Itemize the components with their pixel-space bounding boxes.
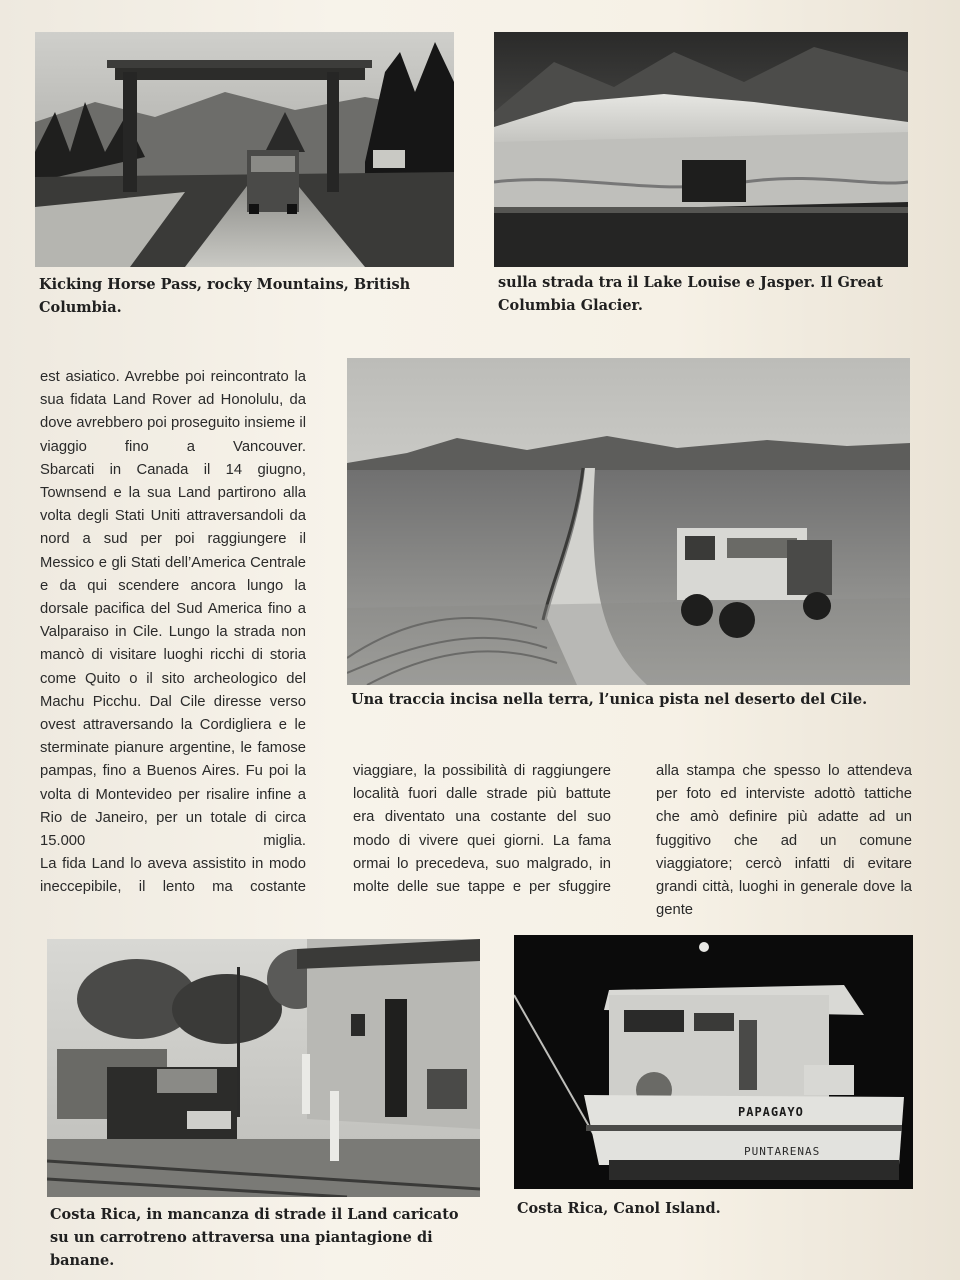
paragraph-viaggiare: viaggiare, la possibilità di raggiungere località fuori dalle strade più battute era diventato una costante del suo modo di vivere quei giorni. La fama ormai lo precedeva, suo malgrado, in molte delle sue tappe e per sfuggire bbox=[353, 763, 611, 896]
caption-chile-desert: Una traccia incisa nella terra, l’unica pista nel deserto del Cile. bbox=[351, 691, 868, 708]
caption-kicking-horse-pass: Kicking Horse Pass, rocky Mountains, British Columbia. bbox=[39, 276, 411, 316]
paragraph-stampa: alla stampa che spesso lo attendeva per foto ed interviste adottò tattiche che amò definire più adatte ad un fuggitivo che ad un comune viaggiatore; cercò infatti di evitare grandi città, luoghi in generale dove la gente bbox=[656, 763, 912, 919]
kicking-horse-pass-image bbox=[35, 32, 454, 267]
photo-canol-island bbox=[514, 935, 913, 1189]
caption-costa-rica-train: Costa Rica, in mancanza di strade il Land caricato su un carrotreno attraversa una piantagione di banane. bbox=[50, 1206, 459, 1269]
photo-columbia-glacier bbox=[494, 32, 908, 267]
chile-desert-image bbox=[347, 358, 910, 685]
photo-kicking-horse-pass bbox=[35, 32, 454, 267]
caption-columbia-glacier: sulla strada tra il Lake Louise e Jasper. Il Great Columbia Glacier. bbox=[498, 274, 883, 314]
text-column-left bbox=[40, 366, 306, 900]
canol-island-image bbox=[514, 935, 913, 1189]
boat-port-label: PUNTARENAS bbox=[744, 1145, 821, 1158]
costa-rica-train-image bbox=[47, 939, 480, 1197]
text-column-right bbox=[656, 760, 912, 922]
text-column-middle bbox=[353, 760, 611, 899]
boat-name-label: PAPAGAYO bbox=[738, 1105, 804, 1119]
paragraph-honolulu: est asiatico. Avrebbe poi reincontrato la sua fidata Land Rover ad Honolulu, da dove avrebbero poi proseguito insieme il viaggio fino a Vancouver. bbox=[40, 369, 306, 455]
caption-canol-island: Costa Rica, Canol Island. bbox=[517, 1200, 721, 1217]
paragraph-route: Sbarcati in Canada il 14 giugno, Townsend e la sua Land partirono alla volta degli Stati Uniti attraversandoli da nord a sud per poi raggiungere il Messico e gli Stati dell’America Centrale e da qui scendere ancora lungo la dorsale pacifica del Sud America fino a Valparaiso in Cile. Lungo la strada non mancò di visitare luoghi ricchi di storia come Quito o il sito archeologico del Machu Picchu. Dal Cile diresse verso ovest attraversando la Cordigliera e le sterminate pianure argentine, le famose pampas, fino a Buenos Aires. Fu poi la volta di Montevideo per risalire infine a Rio de Janeiro, per un totale di circa 15.000 miglia. bbox=[40, 461, 306, 850]
paragraph-fida-land: La fida Land lo aveva assistito in modo ineccepibile, il lento ma costante bbox=[40, 856, 306, 896]
photo-costa-rica-train bbox=[47, 939, 480, 1197]
columbia-glacier-image bbox=[494, 32, 908, 267]
photo-chile-desert bbox=[347, 358, 910, 685]
